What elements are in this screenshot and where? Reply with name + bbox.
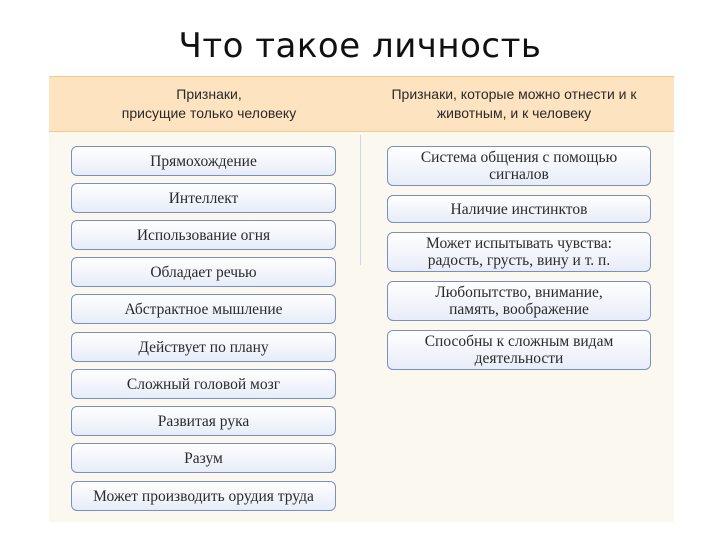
column-divider [360,135,361,265]
left-item: Абстрактное мышление [71,294,336,324]
right-item: Система общения с помощью сигналов [387,146,651,186]
left-item: Обладает речью [71,257,336,287]
left-item: Развитая рука [71,406,336,436]
right-item: Может испытывать чувства: радость, грусть, вину и т. п. [387,232,651,272]
left-item: Может производить орудия труда [71,481,336,511]
header-right: Признаки, которые можно отнести и к животным, и к человеку [391,86,637,121]
right-item: Способны к сложным видам деятельности [387,330,651,370]
slide-title: Что такое личность [178,26,542,66]
left-item: Использование огня [71,220,336,250]
header-left: Признаки, присущие только человеку [121,86,297,121]
table-header [49,76,674,132]
left-item: Разум [71,443,336,473]
left-item: Действует по плану [71,332,336,362]
left-item: Сложный головой мозг [71,369,336,399]
left-item: Интеллект [71,183,336,213]
right-item: Наличие инстинктов [387,195,651,223]
left-item: Прямохождение [71,146,336,176]
right-item: Любопытство, внимание, память, воображение [387,281,651,321]
